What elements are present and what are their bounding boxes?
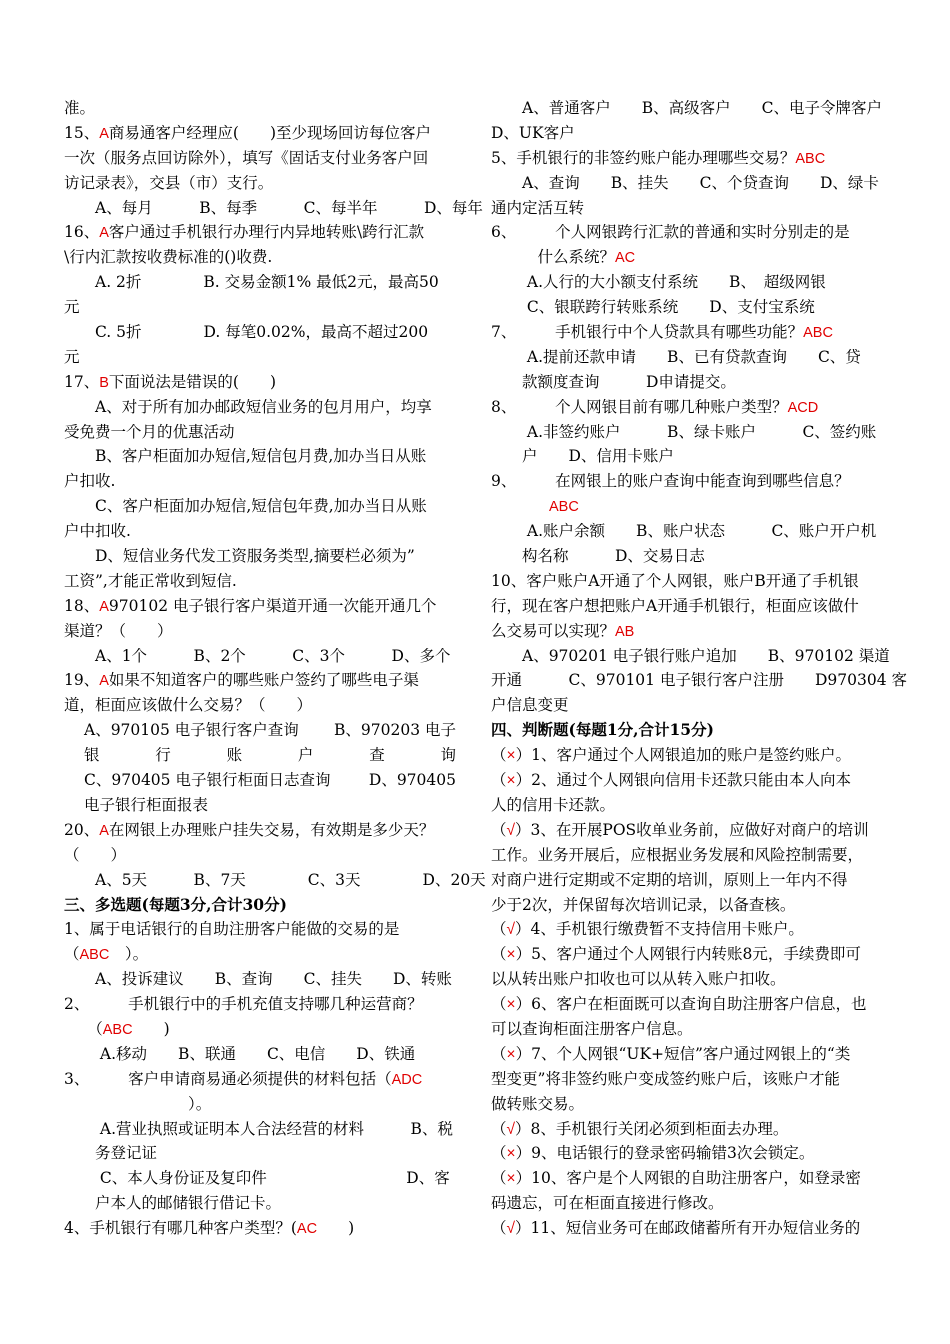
options-line: 务登记证 (64, 1144, 158, 1163)
spread-char: 行 (155, 746, 171, 765)
multi-question-7 (491, 320, 887, 395)
options-line: 元 (64, 298, 80, 317)
question-text: 什么系统？ (491, 248, 616, 267)
multi-question-10 (491, 569, 907, 718)
answer-key: A (99, 673, 109, 690)
statement-text: 做转账交易。 (491, 1094, 585, 1113)
spread-char: 账 (226, 746, 243, 765)
question-text: 商易通客户经理应( )至少现场回访每位客户 (108, 123, 432, 142)
option-c: C、970405 电子银行柜面日志查询 (84, 771, 331, 790)
paren: （ (491, 1044, 507, 1063)
statement-text: 3、在开展POS收单业务前，应做好对商户的培训 (530, 820, 869, 839)
text-line: 准。 (64, 99, 96, 117)
multi-question-4 (64, 1216, 460, 1241)
question-text: （ ） (64, 845, 127, 864)
options-line: A、5天 B、7天 C、3天 D、20天 (64, 870, 486, 889)
true-false-item (491, 1166, 887, 1216)
paren: （ (491, 771, 507, 790)
question-20 (64, 818, 486, 893)
true-false-item (491, 1141, 887, 1166)
paren: （ (64, 1019, 103, 1038)
spread-char: 询 (440, 746, 456, 765)
question-text: 一次（服务点回访除外），填写《固话支付业务客户回 (64, 148, 429, 167)
answer-key: A (99, 598, 109, 615)
answer-key: AC (615, 250, 636, 267)
statement-text: 10、客户是个人网银的自助注册客户，如登录密 (531, 1169, 861, 1188)
paren: （ (491, 945, 507, 964)
question-18 (64, 594, 460, 669)
multi-question-3 (64, 1067, 460, 1216)
answer-key: ADC (391, 1071, 423, 1088)
question-15 (64, 121, 483, 221)
true-false-item (491, 1117, 887, 1142)
paren: ） (515, 1119, 531, 1138)
paren: ） (515, 771, 532, 790)
statement-text: 工作。业务开展后，应根据业务发展和风险控制需要， (491, 845, 864, 864)
question-17 (64, 370, 460, 594)
question-text: 渠道？（ ） (64, 621, 173, 640)
option-b: B、970203 电子 (334, 721, 456, 740)
question-text: 道，柜面应该做什么交易？（ ） (64, 696, 313, 715)
paren: ） (515, 920, 531, 939)
paren: （ (491, 1219, 507, 1238)
paren: （ (64, 945, 80, 964)
question-text: 下面说法是错误的( ) (108, 372, 277, 391)
paren: ） (515, 1144, 532, 1163)
right-column (491, 96, 907, 1241)
question-text: \行内汇款按收费标准的()收费. (64, 248, 273, 267)
judgement-mark: √ (506, 1120, 516, 1138)
question-number: 16、 (64, 223, 100, 242)
question-text: 5、手机银行的非签约账户能办理哪些交易？ (491, 148, 796, 167)
answer-key: A (99, 125, 109, 142)
question-text: 么交易可以实现？ (491, 621, 616, 640)
answer-key: AB (615, 623, 635, 640)
options-line: A、普通客户 B、高级客户 C、电子令牌客户 (491, 99, 882, 117)
true-false-item (491, 743, 887, 768)
spread-char: 银 (84, 746, 100, 765)
paren: （ (491, 1119, 507, 1138)
judgement-mark: × (506, 1045, 516, 1063)
true-false-item (491, 1042, 887, 1117)
true-false-item (491, 818, 887, 918)
answer-key: ABC (795, 150, 826, 167)
answer-key: ACD (787, 399, 819, 416)
judgement-mark: √ (506, 921, 516, 939)
question-number: 17、 (64, 372, 100, 391)
judgement-mark: × (506, 1145, 516, 1163)
paren: ） (515, 1044, 532, 1063)
answer-key: ABC (79, 947, 110, 964)
options-line: 构名称 D、交易日志 (491, 547, 705, 566)
statement-text: 对商户进行定期或不定期的培训，原则上一年内不得 (491, 870, 848, 889)
options-line: A.账户余额 B、账户状态 C、账户开户机 (491, 522, 877, 541)
options-line: 通内定活互转 (491, 198, 585, 217)
statement-text: 4、手机银行缴费暂不支持信用卡账户。 (530, 920, 804, 939)
paren: ) (317, 1219, 355, 1238)
options-line: A、投诉建议 B、查询 C、挂失 D、转账 (64, 970, 452, 989)
multi-question-9 (491, 469, 887, 569)
question-text: 2、 手机银行中的手机充值支持哪几种运营商？ (64, 995, 423, 1014)
multi-question-6 (491, 220, 887, 320)
statement-text: 人的信用卡还款。 (491, 795, 616, 814)
option-text: B、客户柜面加办短信,短信包月费,加办当日从账 (64, 447, 427, 466)
options-line: A.移动 B、联通 C、电信 D、铁通 (64, 1044, 416, 1063)
answer-key: B (99, 374, 109, 391)
paren: ）。 (109, 945, 149, 964)
statement-text: 8、手机银行关闭必须到柜面去办理。 (530, 1119, 789, 1138)
question-text: 7、 手机银行中个人贷款具有哪些功能？ (491, 323, 804, 342)
options-line: A.提前还款申请 B、已有贷款查询 C、贷 (491, 347, 861, 366)
options-line: 款额度查询 D申请提交。 (491, 372, 736, 391)
paren: （ (491, 820, 507, 839)
statement-text: 型变更”将非签约账户变成签约账户后，该账户才能 (491, 1069, 840, 1088)
option-text: 工资”,才能正常收到短信. (64, 571, 237, 590)
true-false-item (491, 1216, 887, 1241)
options-line: A.非签约账户 B、绿卡账户 C、签约账 (491, 422, 877, 441)
question-text: 8、 个人网银目前有哪几种账户类型？ (491, 397, 788, 416)
true-false-item (491, 992, 887, 1042)
options-line: 户本人的邮储银行借记卡。 (64, 1194, 282, 1213)
answer-key: A (99, 225, 109, 242)
multi-question-8 (491, 395, 887, 470)
judgement-mark: × (506, 772, 516, 790)
true-false-list (491, 743, 887, 1241)
options-line: A.人行的大小额支付系统 B、 超级网银 (491, 273, 826, 292)
answer-key: AC (296, 1221, 318, 1238)
multi-question-2 (64, 992, 460, 1067)
options-line: A、查询 B、挂失 C、个贷查询 D、绿卡 (491, 173, 879, 192)
true-false-item (491, 942, 887, 992)
paren: ） (515, 820, 531, 839)
statement-text: 5、客户通过个人网银行内转账8元，手续费即可 (531, 945, 861, 964)
statement-text: 11、短信业务可在邮政储蓄所有开办短信业务的 (530, 1219, 861, 1238)
question-text: 4、手机银行有哪几种客户类型？( (64, 1219, 297, 1238)
left-column (64, 96, 486, 1241)
paren: ） (515, 1169, 532, 1188)
spread-char: 查 (369, 746, 385, 765)
paren: （ (491, 1144, 507, 1163)
judgement-mark: × (506, 747, 516, 765)
option-text: 户扣收. (64, 472, 116, 491)
answer-key: ABC (549, 499, 579, 516)
options-line: C、银联跨行转账系统 D、支付宝系统 (491, 298, 815, 317)
true-false-item (491, 768, 887, 818)
paren: ） (515, 1219, 531, 1238)
judgement-mark: √ (506, 821, 516, 839)
statement-text: 码遗忘，可在柜面直接进行修改。 (491, 1194, 724, 1213)
question-text: 9、 在网银上的账户查询中能查询到哪些信息？ (491, 472, 850, 491)
options-line: 户信息变更 (491, 696, 569, 715)
question-text: 6、 个人网银跨行汇款的普通和实时分别走的是 (491, 223, 850, 242)
answer-key: ABC (803, 325, 833, 342)
option-a: A、970105 电子银行客户查询 (84, 721, 299, 740)
question-number: 15、 (64, 123, 100, 142)
question-16 (64, 220, 460, 369)
options-line: A、1个 B、2个 C、3个 D、多个 (64, 646, 451, 665)
multi-question-5 (491, 146, 887, 221)
question-text: 如果不知道客户的哪些账户签约了哪些电子渠 (108, 671, 419, 690)
judgement-mark: × (506, 996, 516, 1014)
options-line: C、本人身份证及复印件 D、客 (64, 1169, 450, 1188)
question-number: 20、 (64, 820, 100, 839)
options-line: A. 2折 B. 交易金额1% 最低2元，最高50 (64, 273, 439, 292)
question-text: 客户通过手机银行办理行内异地转账\跨行汇款 (108, 223, 425, 242)
question-text: 在网银上办理账户挂失交易，有效期是多少天？ (108, 820, 435, 839)
options-line: 元 (64, 347, 80, 366)
statement-text: 2、通过个人网银向信用卡还款只能由本人向本 (531, 771, 851, 790)
option-text: A、对于所有加办邮政短信业务的包月用户，均享 (64, 397, 432, 416)
option-text: D、短信业务代发工资服务类型,摘要栏必须为” (64, 547, 415, 566)
statement-text: 9、电话银行的登录密码输错3次会锁定。 (531, 1144, 815, 1163)
answer-key: ABC (102, 1021, 133, 1038)
option-text: 户中扣收. (64, 522, 131, 541)
statement-text: 7、个人网银“UK+短信”客户通过网银上的“类 (531, 1044, 851, 1063)
statement-text: 可以查询柜面注册客户信息。 (491, 1019, 693, 1038)
paren: （ (491, 995, 507, 1014)
paren: ） (515, 746, 532, 765)
judgement-mark: × (506, 946, 516, 964)
question-number: 18、 (64, 596, 100, 615)
question-text: 3、 客户申请商易通必须提供的材料包括（ (64, 1069, 392, 1088)
true-false-item (491, 917, 887, 942)
options-line: D、UK客户 (491, 123, 575, 142)
question-number: 19、 (64, 671, 100, 690)
statement-text: 1、客户通过个人网银追加的账户是签约账户。 (531, 746, 851, 765)
paren: ) (132, 1019, 170, 1038)
option-d: D、970405 (368, 771, 456, 790)
question-text: 970102 电子银行客户渠道开通一次能开通几个 (108, 596, 437, 615)
judgement-mark: × (506, 1170, 516, 1188)
options-line: A.营业执照或证明本人合法经营的材料 B、税 (64, 1119, 453, 1138)
question-text: 1、属于电话银行的自助注册客户能做的交易的是 (64, 920, 400, 939)
options-line: A、970201 电子银行账户追加 B、970102 渠道 (491, 646, 890, 665)
question-text: 行，现在客户想把账户A开通手机银行，柜面应该做什 (491, 596, 859, 615)
options-line: A、每月 B、每季 C、每半年 D、每年 (64, 198, 483, 217)
options-line: C. 5折 D. 每笔0.02%，最高不超过200 (64, 323, 429, 342)
section-heading: 四、判断题(每题1分,合计15分) (491, 720, 714, 740)
question-text: ）。 (64, 1094, 212, 1113)
section-heading: 三、多选题(每题3分,合计30分) (64, 894, 287, 914)
statement-text: 少于2次，并保留每次培训记录，以备查核。 (491, 895, 796, 914)
question-text: 访记录表》，交县（市）支行。 (64, 173, 274, 192)
option-text: C、客户柜面加办短信,短信包年费,加办当日从账 (64, 497, 427, 516)
statement-text: 6、客户在柜面既可以查询自助注册客户信息，也 (531, 995, 867, 1014)
answer-key: A (99, 822, 109, 839)
judgement-mark: √ (506, 1220, 516, 1238)
paren: （ (491, 920, 507, 939)
paren: ） (515, 995, 532, 1014)
options-line: 户 D、信用卡账户 (491, 447, 674, 466)
paren: ） (515, 945, 532, 964)
options-line: 开通 C、970101 电子银行客户注册 D970304 客 (491, 671, 907, 690)
option-text: 电子银行柜面报表 (84, 795, 209, 814)
spread-char: 户 (297, 746, 314, 765)
question-19 (64, 668, 460, 817)
question-text: 10、客户账户A开通了个人网银，账户B开通了手机银 (491, 571, 859, 590)
paren: （ (491, 1169, 507, 1188)
option-text: 受免费一个月的优惠活动 (64, 422, 235, 441)
multi-question-1 (64, 917, 460, 992)
paren: （ (491, 746, 507, 765)
statement-text: 以从转出账户扣收也可以从转入账户扣收。 (491, 970, 786, 989)
